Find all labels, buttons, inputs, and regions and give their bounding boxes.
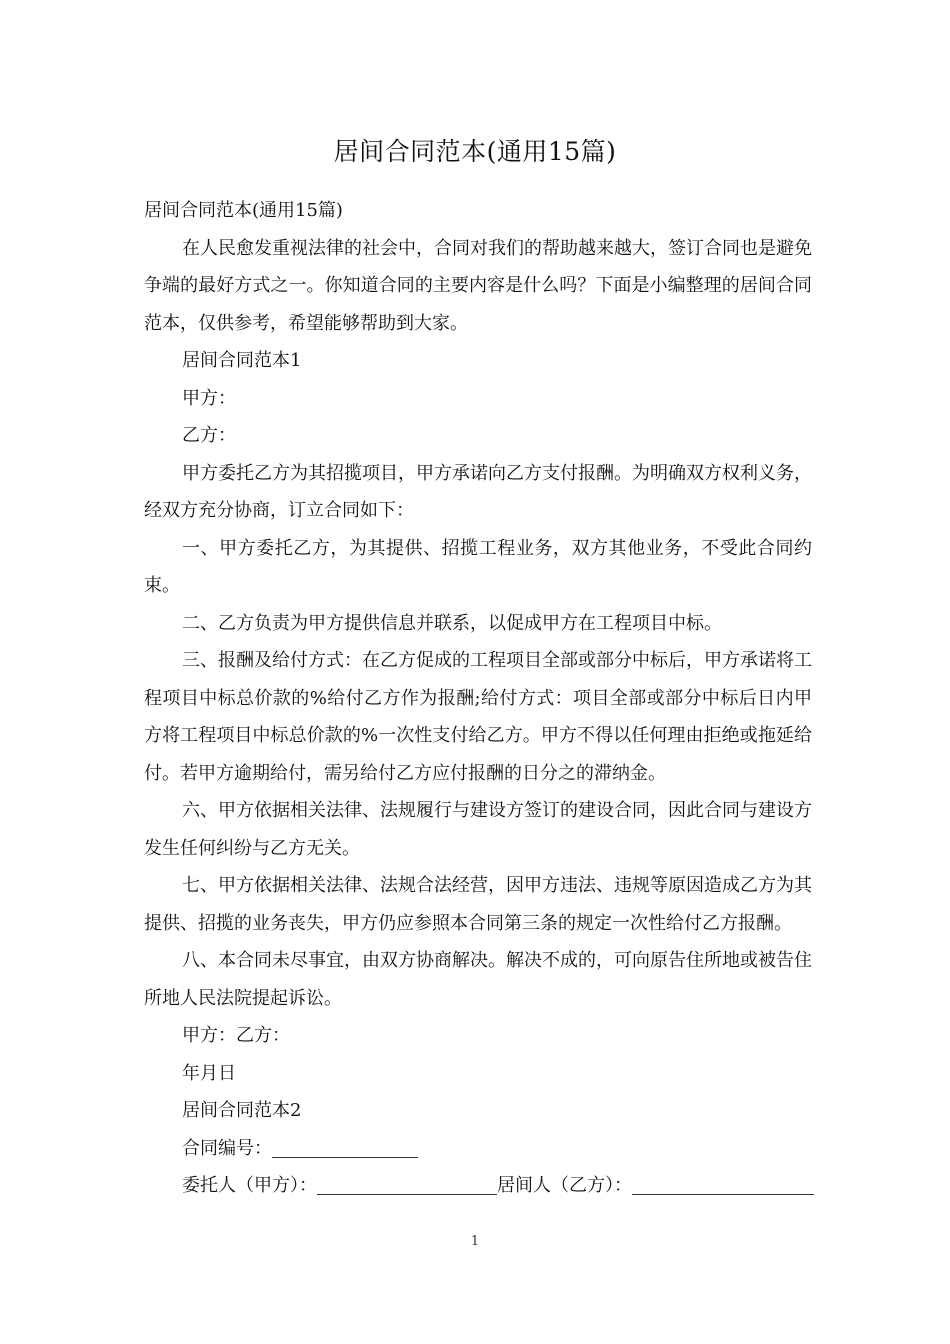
- document-title: 居间合同范本(通用15篇): [333, 137, 617, 166]
- preamble-paragraph: 甲方委托乙方为其招揽项目，甲方承诺向乙方支付报酬。为明确双方权利义务，经双方充分协商，订立合同如下：: [144, 462, 812, 521]
- sample1-heading: 居间合同范本1: [182, 350, 302, 371]
- broker-blank: [632, 1174, 814, 1195]
- clause-8: 八、本合同未尽事宜，由双方协商解决。解决不成的，可向原告住所地或被告住所地人民法院提起诉讼。: [144, 950, 812, 1009]
- clause-7: 七、甲方依据相关法律、法规合法经营，因甲方违法、违规等原因造成乙方为其提供、招揽的业务丧失，甲方仍应参照本合同第三条的规定一次性给付乙方报酬。: [144, 875, 812, 934]
- clause-2: 二、乙方负责为甲方提供信息并联系，以促成甲方在工程项目中标。: [182, 612, 722, 634]
- broker-label: 居间人（乙方）：: [497, 1175, 632, 1196]
- contract-number-blank: [272, 1137, 418, 1158]
- signature-line: 甲方：乙方：: [182, 1025, 290, 1046]
- parties-line: [144, 1167, 812, 1205]
- date-line: 年月日: [182, 1062, 236, 1084]
- contract-number-label: 合同编号：: [182, 1137, 272, 1159]
- sample2-heading: 居间合同范本2: [182, 1100, 302, 1121]
- client-label: 委托人（甲方）：: [182, 1175, 317, 1196]
- document-subtitle: 居间合同范本(通用15篇): [144, 200, 343, 221]
- clause-6: 六、甲方依据相关法律、法规履行与建设方签订的建设合同，因此合同与建设方发生任何纠纷与乙方无关。: [144, 800, 812, 859]
- party-a-line: 甲方：: [182, 387, 236, 409]
- intro-paragraph: 在人民愈发重视法律的社会中，合同对我们的帮助越来越大，签订合同也是避免争端的最好方式之一。你知道合同的主要内容是什么吗？下面是小编整理的居间合同范本，仅供参考，希望能够帮助到大家。: [144, 237, 812, 334]
- contract-number-line: [144, 1130, 812, 1168]
- party-b-line: 乙方：: [182, 425, 236, 446]
- client-blank: [317, 1174, 497, 1195]
- document-body: [144, 192, 812, 1205]
- clause-3: 三、报酬及给付方式：在乙方促成的工程项目全部或部分中标后，甲方承诺将工程项目中标总价款的%给付乙方作为报酬;给付方式：项目全部或部分中标后日内甲方将工程项目中标总价款的%一次性支付给乙方。甲方不得以任何理由拒绝或拖延给付。若甲方逾期给付，需另给付乙方应付报酬的日分之的滞纳金。: [144, 650, 812, 784]
- page-number: 1: [470, 1234, 480, 1249]
- clause-1: 一、甲方委托乙方，为其提供、招揽工程业务，双方其他业务，不受此合同约束。: [144, 537, 812, 596]
